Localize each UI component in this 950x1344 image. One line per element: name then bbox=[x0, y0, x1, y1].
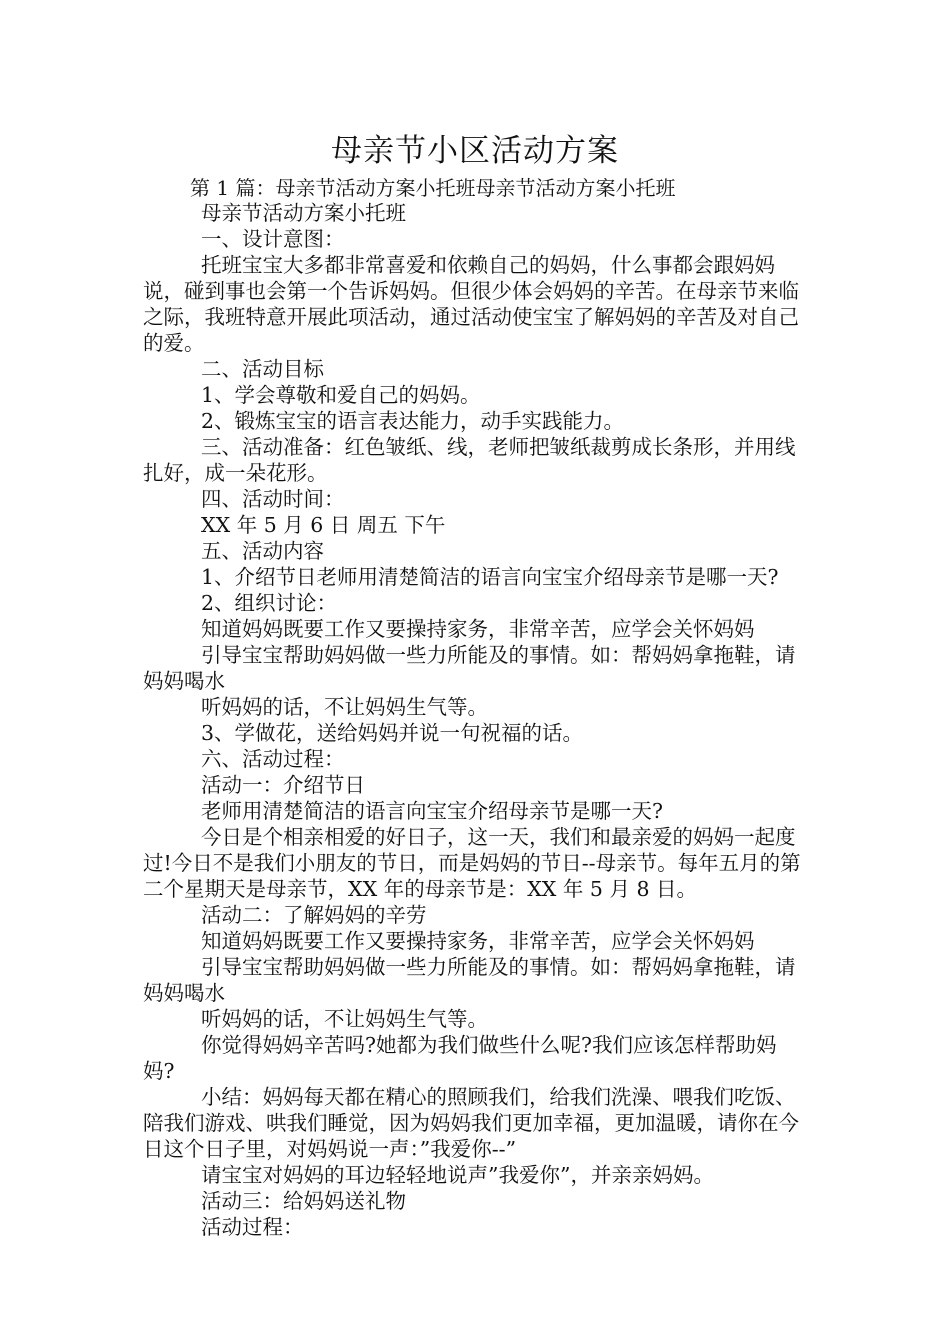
paragraph: 知道妈妈既要工作又要操持家务，非常辛苦，应学会关怀妈妈 bbox=[201, 929, 755, 953]
paragraph: 母亲节活动方案小托班 bbox=[201, 201, 406, 225]
paragraph: 你觉得妈妈辛苦吗?她都为我们做些什么呢?我们应该怎样帮助妈妈? bbox=[143, 1033, 777, 1083]
paragraph: 一、设计意图： bbox=[201, 227, 345, 251]
paragraph: 3、学做花，送给妈妈并说一句祝福的话。 bbox=[201, 721, 584, 745]
paragraph: 1、学会尊敬和爱自己的妈妈。 bbox=[201, 383, 481, 407]
document-body bbox=[143, 200, 807, 1240]
paragraph: 五、活动内容 bbox=[201, 539, 324, 563]
paragraph: 老师用清楚简洁的语言向宝宝介绍母亲节是哪一天? bbox=[201, 799, 663, 823]
paragraph: 请宝宝对妈妈的耳边轻轻地说声”我爱你”，并亲亲妈妈。 bbox=[201, 1163, 714, 1187]
paragraph: 二、活动目标 bbox=[201, 357, 324, 381]
paragraph: 四、活动时间： bbox=[201, 487, 345, 511]
paragraph: 托班宝宝大多都非常喜爱和依赖自己的妈妈，什么事都会跟妈妈说，碰到事也会第一个告诉妈妈。但很少体会妈妈的辛苦。在母亲节来临之际，我班特意开展此项活动，通过活动使宝宝了解妈妈的辛苦及对自己的爱。 bbox=[143, 253, 799, 355]
paragraph: 2、组织讨论： bbox=[201, 591, 338, 615]
paragraph: 引导宝宝帮助妈妈做一些力所能及的事情。如：帮妈妈拿拖鞋，请妈妈喝水 bbox=[143, 643, 796, 693]
paragraph: 六、活动过程： bbox=[201, 747, 345, 771]
paragraph: 活动过程： bbox=[201, 1215, 304, 1239]
document-subtitle: 第 1 篇：母亲节活动方案小托班母亲节活动方案小托班 bbox=[190, 176, 676, 200]
paragraph: 听妈妈的话，不让妈妈生气等。 bbox=[201, 1007, 488, 1031]
paragraph: 小结：妈妈每天都在精心的照顾我们，给我们洗澡、喂我们吃饭、陪我们游戏、哄我们睡觉，因为妈妈我们更加幸福，更加温暖，请你在今日这个日子里，对妈妈说一声：”我爱你--” bbox=[143, 1085, 799, 1161]
paragraph: 1、介绍节日老师用清楚简洁的语言向宝宝介绍母亲节是哪一天? bbox=[201, 565, 779, 589]
paragraph: 三、活动准备：红色皱纸、线，老师把皱纸裁剪成长条形，并用线扎好，成一朵花形。 bbox=[143, 435, 796, 485]
paragraph: 2、锻炼宝宝的语言表达能力，动手实践能力。 bbox=[201, 409, 625, 433]
paragraph: XX 年 5 月 6 日 周五 下午 bbox=[201, 513, 446, 537]
paragraph: 今日是个相亲相爱的好日子，这一天，我们和最亲爱的妈妈一起度过!今日不是我们小朋友的节日，而是妈妈的节日--母亲节。每年五月的第二个星期天是母亲节，XX 年的母亲节是：XX 年 5 月 8 日。 bbox=[143, 825, 801, 901]
paragraph: 活动二：了解妈妈的辛劳 bbox=[201, 903, 427, 927]
paragraph: 活动一：介绍节日 bbox=[201, 773, 365, 797]
paragraph: 活动三：给妈妈送礼物 bbox=[201, 1189, 406, 1213]
paragraph: 知道妈妈既要工作又要操持家务，非常辛苦，应学会关怀妈妈 bbox=[201, 617, 755, 641]
paragraph: 听妈妈的话，不让妈妈生气等。 bbox=[201, 695, 488, 719]
document-title: 母亲节小区活动方案 bbox=[331, 133, 619, 169]
paragraph: 引导宝宝帮助妈妈做一些力所能及的事情。如：帮妈妈拿拖鞋，请妈妈喝水 bbox=[143, 955, 796, 1005]
